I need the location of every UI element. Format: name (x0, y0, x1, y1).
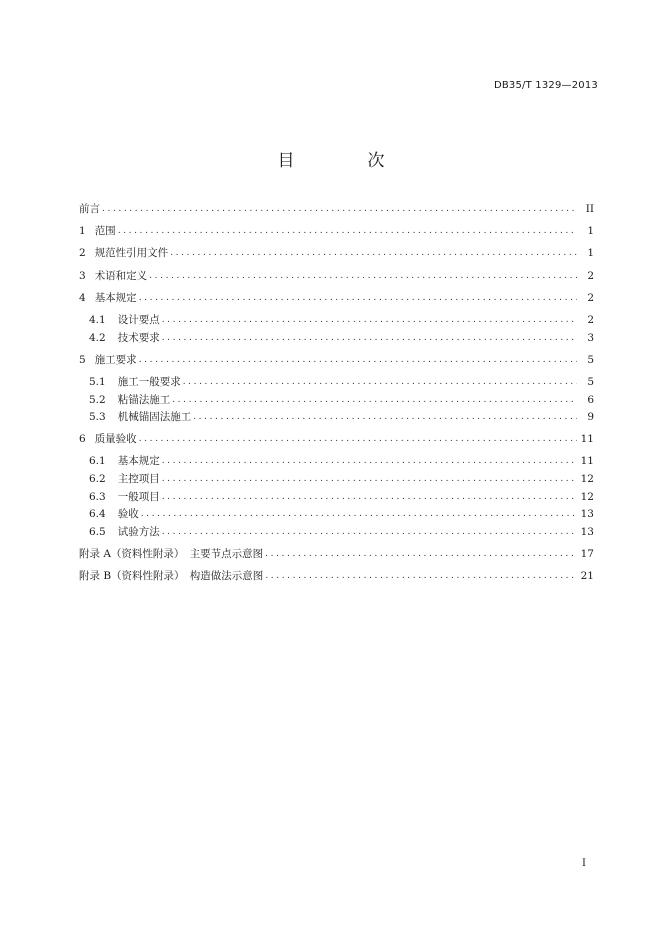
toc-entry-label: 一般项目 (117, 490, 160, 503)
toc-entry-number: 5.3 (89, 411, 106, 424)
toc-entry-number: 6.3 (89, 490, 106, 503)
toc-entry-page: 9 (587, 411, 594, 424)
toc-entry-label: 施工一般要求 (117, 375, 181, 388)
toc-entry-label: 基本规定 (94, 291, 137, 304)
toc-entry-number: 1 (79, 225, 86, 238)
toc-dot-leader (162, 489, 577, 507)
toc-dot-leader (162, 471, 577, 489)
toc-dot-leader (162, 312, 577, 330)
toc-entry-page: 2 (587, 269, 594, 282)
toc-dot-leader (265, 546, 577, 564)
toc-dot-leader (170, 245, 577, 263)
toc-dot-leader (183, 374, 577, 392)
toc-entry-label: 验收 (117, 508, 139, 521)
toc-entry-page: II (585, 203, 594, 215)
toc-entry[interactable] (79, 352, 594, 370)
toc-entry-number: 5.2 (89, 393, 106, 406)
toc-dot-leader (162, 524, 577, 542)
toc-entry-number: 2 (79, 247, 86, 260)
table-of-contents (79, 201, 594, 586)
toc-subentry[interactable] (79, 374, 594, 392)
toc-entry-label: 范围 (94, 225, 116, 238)
toc-entry-page: 3 (587, 331, 594, 344)
toc-entry-label: 前言 (79, 203, 100, 215)
toc-dot-leader (265, 568, 577, 586)
toc-entry-page: 5 (587, 353, 594, 366)
toc-entry-number: 3 (79, 269, 86, 282)
toc-entry-number: 6 (79, 433, 86, 446)
toc-dot-leader (118, 223, 577, 241)
toc-entry-label: 术语和定义 (94, 269, 148, 282)
page-title: 目 次 (277, 151, 413, 171)
toc-dot-leader (139, 290, 577, 308)
toc-entry-page: 2 (587, 291, 594, 304)
toc-dot-leader (149, 268, 577, 286)
toc-entry[interactable] (79, 568, 594, 586)
toc-entry-label: 质量验收 (94, 433, 137, 446)
toc-entry-page: 12 (580, 490, 594, 503)
toc-subentry[interactable] (79, 409, 594, 427)
toc-entry-page: 1 (587, 247, 594, 260)
toc-entry[interactable] (79, 268, 594, 286)
toc-entry[interactable] (79, 223, 594, 241)
toc-dot-leader (172, 392, 577, 410)
toc-entry-page: 21 (580, 570, 594, 583)
toc-entry-page: 2 (587, 313, 594, 326)
toc-subentry[interactable] (79, 506, 594, 524)
toc-dot-leader (139, 431, 577, 449)
toc-dot-leader (141, 506, 577, 524)
toc-subentry[interactable] (79, 312, 594, 330)
toc-dot-leader (162, 453, 577, 471)
toc-dot-leader (102, 201, 577, 219)
toc-subentry[interactable] (79, 453, 594, 471)
toc-dot-leader (193, 409, 577, 427)
standard-code: DB35/T 1329—2013 (493, 80, 598, 91)
toc-subentry[interactable] (79, 524, 594, 542)
toc-entry[interactable] (79, 201, 594, 219)
toc-entry-label: 附录 B（资料性附录） 构造做法示意图 (79, 570, 264, 583)
toc-entry-page: 11 (580, 455, 594, 468)
toc-entry-label: 机械锚固法施工 (117, 411, 192, 424)
toc-entry-page: 11 (580, 433, 594, 446)
toc-entry-number: 5.1 (89, 375, 106, 388)
toc-entry-page: 6 (587, 393, 594, 406)
toc-entry-label: 试验方法 (117, 525, 160, 538)
toc-entry-number: 5 (79, 353, 86, 366)
toc-dot-leader (139, 352, 577, 370)
toc-entry[interactable] (79, 245, 594, 263)
toc-entry-number: 6.4 (89, 508, 106, 521)
toc-entry-number: 4.1 (89, 313, 106, 326)
toc-entry-number: 4.2 (89, 331, 106, 344)
toc-subentry[interactable] (79, 489, 594, 507)
toc-entry-label: 施工要求 (94, 353, 137, 366)
toc-entry[interactable] (79, 290, 594, 308)
toc-entry-label: 设计要点 (117, 313, 160, 326)
toc-entry-label: 规范性引用文件 (94, 247, 169, 260)
toc-entry-label: 粘锚法施工 (117, 393, 171, 406)
toc-entry[interactable] (79, 546, 594, 564)
toc-entry-label: 附录 A（资料性附录） 主要节点示意图 (79, 548, 264, 561)
toc-entry-page: 13 (580, 508, 594, 521)
toc-entry-number: 6.5 (89, 525, 106, 538)
toc-entry-page: 13 (580, 525, 594, 538)
toc-entry-number: 6.1 (89, 455, 106, 468)
toc-entry-number: 4 (79, 291, 86, 304)
toc-subentry[interactable] (79, 330, 594, 348)
toc-entry-page: 12 (580, 473, 594, 486)
toc-entry-label: 主控项目 (117, 473, 160, 486)
toc-dot-leader (162, 330, 577, 348)
toc-entry[interactable] (79, 431, 594, 449)
toc-subentry[interactable] (79, 392, 594, 410)
toc-entry-number: 6.2 (89, 473, 106, 486)
toc-subentry[interactable] (79, 471, 594, 489)
toc-entry-page: 1 (587, 225, 594, 238)
toc-entry-page: 17 (580, 548, 594, 561)
toc-entry-label: 技术要求 (117, 331, 160, 344)
toc-entry-label: 基本规定 (117, 455, 160, 468)
page-number: I (582, 858, 586, 869)
toc-entry-page: 5 (587, 375, 594, 388)
